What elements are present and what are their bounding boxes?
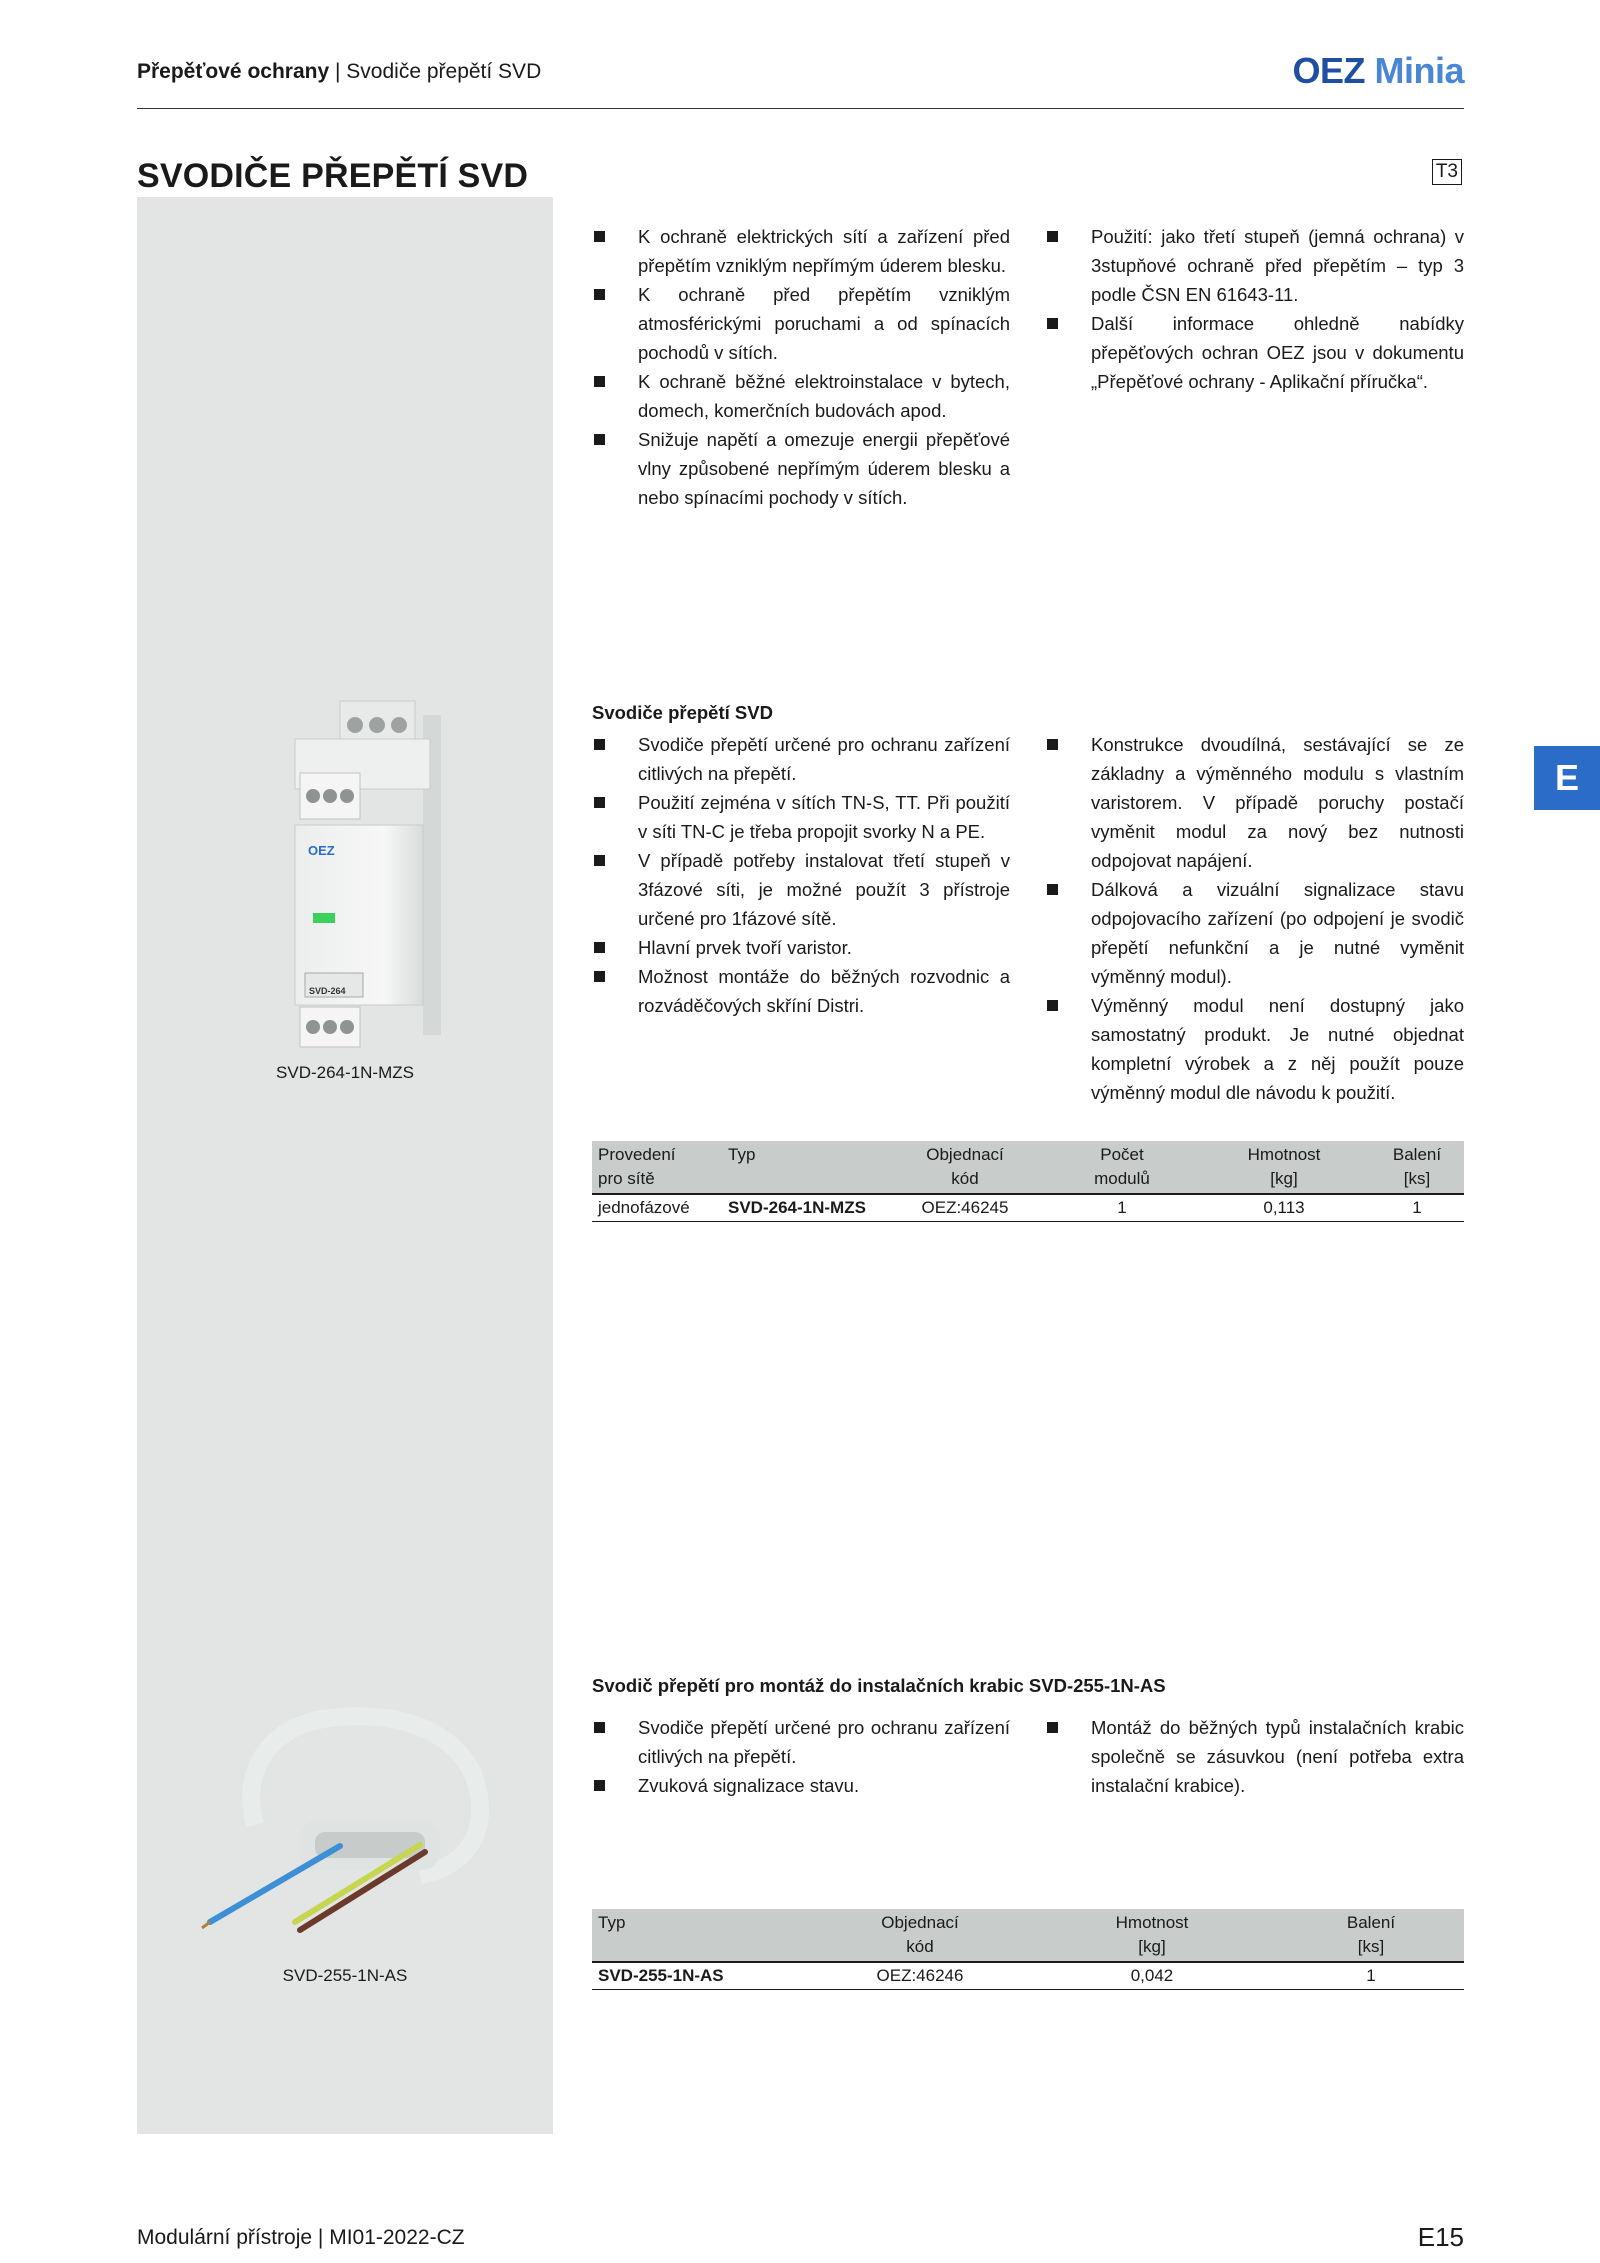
bullet-item: Montáž do běžných typů instalačních krabic společně se zásuvkou (není potřeba extra instalační krabice). <box>1045 1713 1464 1800</box>
bullet-item: Další informace ohledně nabídky přepěťových ochran OEZ jsou v dokumentu „Přepěťové ochrany - Aplikační příručka“. <box>1045 309 1464 396</box>
bullet-item: K ochraně běžné elektroinstalace v bytech, domech, komerčních budovách apod. <box>592 367 1010 425</box>
col-header: Objednací kód <box>881 1913 959 1956</box>
table-cell: SVD-264-1N-MZS <box>728 1198 866 1217</box>
header-divider <box>137 108 1464 109</box>
bullet-item: Možnost montáže do běžných rozvodnic a rozváděčových skříní Distri. <box>592 962 1010 1020</box>
col-header: Hmotnost [kg] <box>1247 1145 1321 1188</box>
page-title: SVODIČE PŘEPĚTÍ SVD <box>137 157 529 195</box>
bullet-item: Svodiče přepětí určené pro ochranu zařízení citlivých na přepětí. <box>592 1713 1010 1771</box>
svd-255-caption: SVD-255-1N-AS <box>282 1966 408 1985</box>
header-subsection: Svodiče přepětí SVD <box>346 60 542 83</box>
col-header: Typ <box>728 1145 756 1164</box>
table-cell: 1 <box>1412 1198 1422 1217</box>
as-heading: Svodič přepětí pro montáž do instalačních krabic SVD-255-1N-AS <box>592 1675 1166 1696</box>
svd-255-device-image <box>180 1700 520 1940</box>
svd-left-column <box>592 730 1010 1020</box>
table-cell: jednofázové <box>598 1198 690 1217</box>
svd-264-caption: SVD-264-1N-MZS <box>276 1063 414 1082</box>
intro-right-column <box>1045 222 1464 396</box>
table-cell: 0,113 <box>1263 1198 1305 1217</box>
col-header: Balení [ks] <box>1346 1913 1396 1956</box>
brand-logo <box>1292 50 1464 92</box>
as-right-column <box>1045 1713 1464 1800</box>
table-cell: 1 <box>1366 1966 1376 1985</box>
table-header-row <box>592 1909 1464 1962</box>
bullet-item: Použití zejména v sítích TN-S, TT. Při použití v síti TN-C je třeba propojit svorky N a PE. <box>592 788 1010 846</box>
col-header: Objednací kód <box>926 1145 1004 1188</box>
bullet-item: Použití: jako třetí stupeň (jemná ochrana) v 3stupňové ochraně před přepětím – typ 3 podle ČSN EN 61643-11. <box>1045 222 1464 309</box>
bullet-item: K ochraně před přepětím vzniklým atmosférickými poruchami a od spínacích pochodů v sítích. <box>592 280 1010 367</box>
t3-badge: T3 <box>1432 159 1462 185</box>
logo-minia: Minia <box>1374 50 1464 91</box>
header-breadcrumb <box>137 60 541 84</box>
table-row <box>592 1194 1464 1222</box>
table-row <box>592 1962 1464 1990</box>
page-number: E15 <box>1417 2222 1464 2252</box>
intro-left-column <box>592 222 1010 512</box>
svd-264-spec-table <box>592 1141 1464 1222</box>
svd-heading: Svodiče přepětí SVD <box>592 702 773 723</box>
bullet-item: Dálková a vizuální signalizace stavu odpojovacího zařízení (po odpojení je svodič přepětí nefunkční a je nutné vyměnit výměnný modul). <box>1045 875 1464 991</box>
bullet-item: Konstrukce dvoudílná, sestávající se ze základny a výměnného modulu s vlastním varistorem. V případě poruchy postačí vyměnit modul za nový bez nutnosti odpojovat napájení. <box>1045 730 1464 875</box>
table-header-row <box>592 1141 1464 1194</box>
col-header: Hmotnost [kg] <box>1115 1913 1189 1956</box>
header-separator: | <box>334 60 341 83</box>
table-cell: 0,042 <box>1130 1966 1174 1985</box>
svd-255-spec-table <box>592 1909 1464 1990</box>
bullet-item: Výměnný modul není dostupný jako samostatný produkt. Je nutné objednat kompletní výrobek a z něj použít pouze výměnný modul dle návodu k použití. <box>1045 991 1464 1107</box>
bullet-item: K ochraně elektrických sítí a zařízení před přepětím vzniklým nepřímým úderem blesku. <box>592 222 1010 280</box>
col-header: Počet modulů <box>1094 1145 1150 1188</box>
col-header: Provedení pro sítě <box>598 1145 676 1188</box>
bullet-item: Snižuje napětí a omezuje energii přepěťové vlny způsobené nepřímým úderem blesku a nebo spínacími pochody v sítích. <box>592 425 1010 512</box>
footer-document-id: Modulární přístroje | MI01-2022-CZ <box>137 2226 465 2249</box>
svd-264-device-image <box>255 695 455 1050</box>
col-header: Balení [ks] <box>1392 1145 1442 1188</box>
bullet-item: Svodiče přepětí určené pro ochranu zařízení citlivých na přepětí. <box>592 730 1010 788</box>
table-cell: SVD-255-1N-AS <box>598 1966 724 1985</box>
header-section: Přepěťové ochrany <box>137 60 330 83</box>
table-cell: 1 <box>1117 1198 1127 1217</box>
table-cell: OEZ:46246 <box>876 1966 964 1985</box>
device-label: SVD-264 <box>309 986 346 996</box>
bullet-item: V případě potřeby instalovat třetí stupeň v 3fázové síti, je možné použít 3 přístroje určené pro 1fázové sítě. <box>592 846 1010 933</box>
bullet-item: Hlavní prvek tvoří varistor. <box>592 933 1010 962</box>
logo-oez: OEZ <box>1292 50 1365 91</box>
chapter-tab: E <box>1534 746 1600 810</box>
bullet-item: Zvuková signalizace stavu. <box>592 1771 1010 1800</box>
col-header: Typ <box>598 1913 626 1932</box>
as-left-column <box>592 1713 1010 1800</box>
device-logo: OEZ <box>308 843 335 858</box>
table-cell: OEZ:46245 <box>921 1198 1009 1217</box>
svd-right-column <box>1045 730 1464 1107</box>
